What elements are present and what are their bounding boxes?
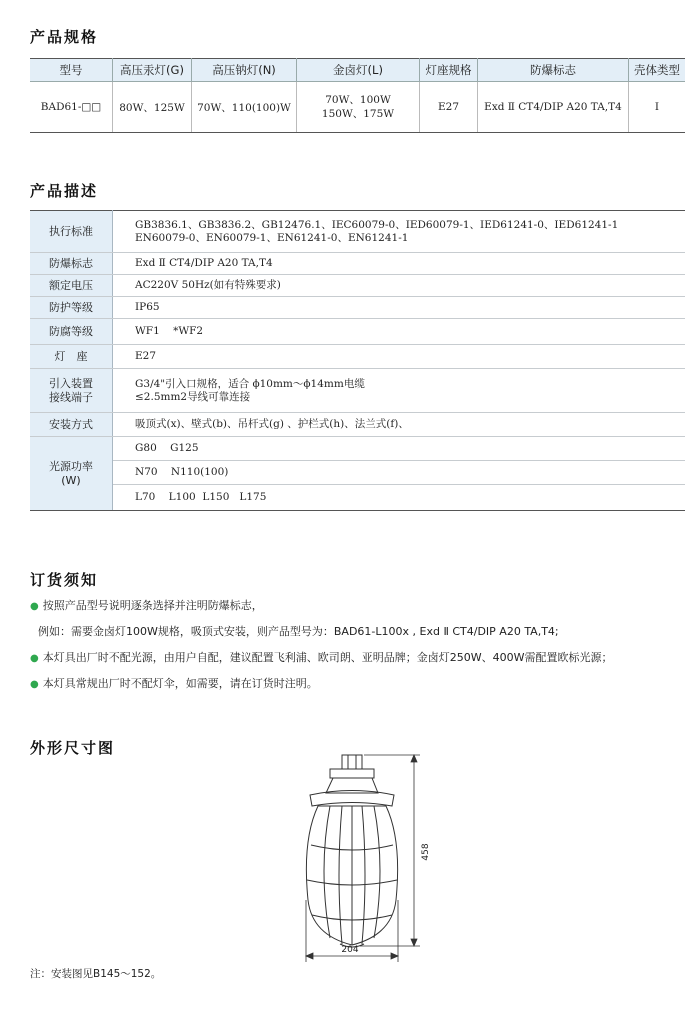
order-item-example-text: 例如：需要金卤灯100W规格，吸顶式安装，则产品型号为：BAD61-L100x , Exd Ⅱ CT4/DIP A20 TA,T4; bbox=[38, 625, 559, 638]
spec-header-shell: 壳体类型 bbox=[629, 59, 686, 82]
desc-entry-line1: G3/4"引入口规格，适合 ϕ10mm～ϕ14mm电缆 bbox=[135, 377, 365, 390]
footnote: 注：安装图见B145～152。 bbox=[30, 968, 162, 980]
desc-label-standard: 执行标准 bbox=[30, 211, 113, 253]
width-dimension-label: 204 bbox=[341, 945, 359, 955]
spec-cell-model: BAD61-□□ bbox=[30, 82, 113, 133]
spec-cell-halide-line2: 150W、175W bbox=[321, 108, 395, 120]
height-dimension-label: 458 bbox=[421, 843, 431, 861]
spec-cell-socket: E27 bbox=[420, 82, 478, 133]
desc-value-corrosion: WF1 *WF2 bbox=[113, 319, 686, 345]
spec-header-socket: 灯座规格 bbox=[420, 59, 478, 82]
spec-header-mercury: 高压汞灯(G) bbox=[113, 59, 192, 82]
desc-value-protection: IP65 bbox=[113, 297, 686, 319]
desc-value-socket: E27 bbox=[113, 345, 686, 369]
spec-cell-shell: Ⅰ bbox=[629, 82, 686, 133]
desc-label-socket: 灯 座 bbox=[30, 345, 113, 369]
lamp-junction-box bbox=[330, 769, 374, 778]
desc-label-ex-mark: 防爆标志 bbox=[30, 253, 113, 275]
desc-value-power-n: N70 N110(100) bbox=[113, 461, 686, 485]
spec-cell-ex-mark: Exd Ⅱ CT4/DIP A20 TA,T4 bbox=[478, 82, 629, 133]
spec-header-ex-mark: 防爆标志 bbox=[478, 59, 629, 82]
desc-value-mount: 吸顶式(x)、壁式(b)、吊杆式(g) 、护栏式(h)、法兰式(f)、 bbox=[113, 413, 686, 437]
bullet-icon: ● bbox=[30, 601, 39, 612]
spec-cell-halide-line1: 70W、100W bbox=[325, 94, 391, 106]
desc-value-ex-mark: Exd Ⅱ CT4/DIP A20 TA,T4 bbox=[113, 253, 686, 275]
order-section-title: 订货须知 bbox=[30, 571, 99, 589]
desc-label-corrosion: 防腐等级 bbox=[30, 319, 113, 345]
order-item-3-text: 本灯具常规出厂时不配灯伞，如需要，请在订货时注明。 bbox=[42, 677, 318, 690]
desc-label-entry-line2: 接线端子 bbox=[49, 390, 93, 404]
desc-standard-line2: EN60079-0、EN60079-1、EN61241-0、EN61241-1 bbox=[135, 231, 409, 244]
desc-value-voltage: AC220V 50Hz(如有特殊要求) bbox=[113, 275, 686, 297]
bullet-icon: ● bbox=[30, 679, 39, 690]
desc-label-power-line1: 光源功率 bbox=[49, 459, 93, 473]
spec-header-sodium: 高压钠灯(N) bbox=[192, 59, 297, 82]
desc-label-power-line2: (W) bbox=[61, 473, 81, 487]
desc-value-power-g: G80 G125 bbox=[113, 437, 686, 461]
spec-cell-sodium: 70W、110(100)W bbox=[192, 82, 297, 133]
spec-cell-mercury: 80W、125W bbox=[113, 82, 192, 133]
desc-standard-line1: GB3836.1、GB3836.2、GB12476.1、IEC60079-0、IED60079-1、IED61241-0、IED61241-1 bbox=[135, 218, 619, 231]
spec-header-halide: 金卤灯(L) bbox=[297, 59, 420, 82]
desc-label-voltage: 额定电压 bbox=[30, 275, 113, 297]
spec-header-model: 型号 bbox=[30, 59, 113, 82]
desc-entry-line2: ≤2.5mm2导线可靠连接 bbox=[135, 390, 251, 403]
order-item-1-text: 按照产品型号说明逐条选择并注明防爆标志， bbox=[42, 599, 263, 612]
desc-label-protection: 防护等级 bbox=[30, 297, 113, 319]
desc-label-entry-line1: 引入装置 bbox=[49, 376, 93, 390]
bullet-icon: ● bbox=[30, 653, 39, 664]
desc-section-title: 产品描述 bbox=[30, 182, 99, 200]
spec-section-title: 产品规格 bbox=[30, 28, 99, 46]
drawing-section-title: 外形尺寸图 bbox=[30, 739, 116, 757]
lamp-connector bbox=[342, 755, 362, 769]
desc-label-mount: 安装方式 bbox=[30, 413, 113, 437]
desc-value-power-l: L70 L100 L150 L175 bbox=[113, 485, 686, 511]
order-item-2-text: 本灯具出厂时不配光源，由用户自配，建议配置飞利浦、欧司朗、亚明品牌；金卤灯250W、400W需配置欧标光源； bbox=[42, 651, 613, 664]
